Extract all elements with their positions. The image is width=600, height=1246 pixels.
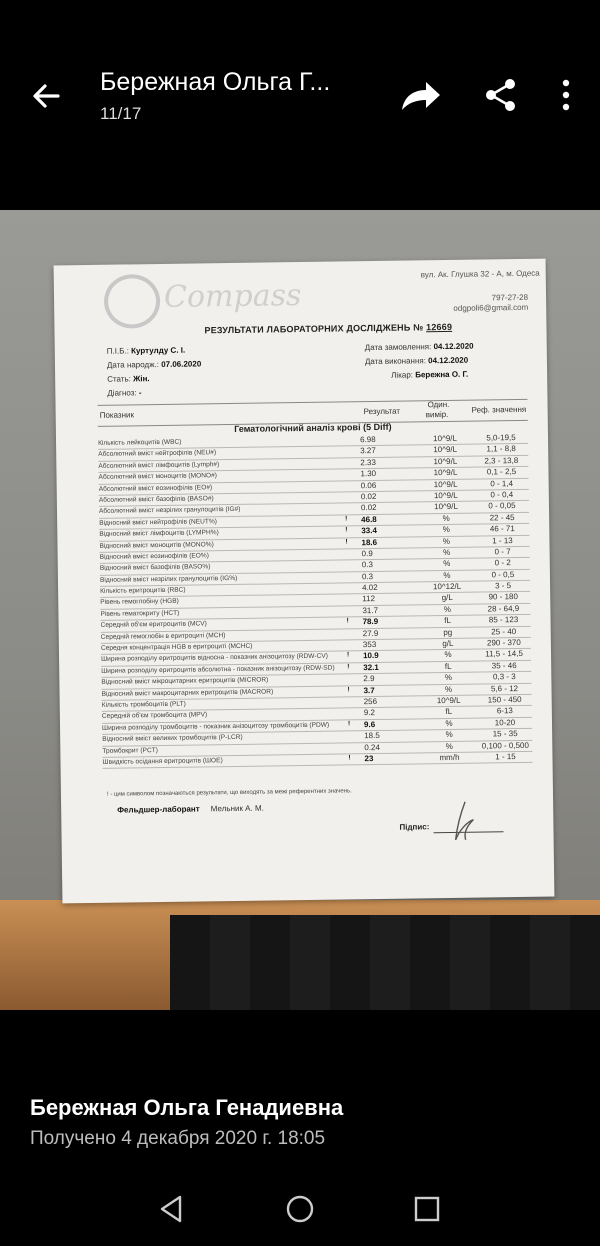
received-time: Получено 4 декабря 2020 г. 18:05 [30,1128,326,1149]
done-date-field [365,356,468,366]
row-unit: % [443,604,452,614]
lab-label: Фельдшер-лаборант [117,804,200,815]
row-flag: ! [347,720,351,728]
row-ref: 90 - 180 [488,592,518,602]
row-ref: 290 - 370 [486,638,521,648]
row-result: 0.9 [361,548,373,559]
done-date-label: Дата виконання: [364,356,426,367]
top-bar [0,0,600,210]
row-ref: 28 - 64,9 [487,603,520,614]
row-flag: ! [347,663,350,671]
results-table [98,433,533,769]
pib-label: П.І.Б.: [106,346,129,356]
row-ref: 0 - 1,4 [490,478,514,488]
doctor-label: Лікар: [391,370,414,380]
pib-field [107,346,186,356]
row-name: Відносний вміст великих тромбоцитів (P-LCR) [102,734,243,743]
row-ref: 5,0-19,5 [486,433,516,443]
section-title: Гематологічний аналіз крові (5 Diff) [234,421,392,434]
diag-label: Діагноз: [107,388,137,398]
row-ref: 6-13 [496,706,513,716]
nav-home-icon[interactable] [285,1194,315,1224]
row-ref: 0 - 7 [494,547,511,557]
document-title-text: РЕЗУЛЬТАТИ ЛАБОРАТОРНИХ ДОСЛІДЖЕНЬ № [204,322,424,336]
row-name: Відносний вміст моноцитів (MONO%) [99,540,214,550]
row-result: 0.06 [360,480,377,490]
row-flag: ! [348,754,351,762]
document-title [204,322,452,335]
row-ref: 0,1 - 2,5 [486,467,517,477]
order-date-label: Дата замовлення: [364,342,432,353]
row-result: 31.7 [362,605,379,616]
row-result: 2.9 [363,674,375,684]
row-name: Абсолютний вміст незрілих гранулоцитів (IG#) [98,506,241,516]
col-unit-2: вимір. [425,409,449,420]
doctor-field [391,370,468,380]
row-flag: ! [345,526,348,534]
row-name: Відносний вміст мікроцитарних еритроцитів (MICROR) [101,676,269,687]
row-flag: ! [347,685,350,693]
row-unit: g/L [441,593,453,603]
row-ref: 1,1 - 8,8 [486,444,516,454]
sex-label: Стать: [107,374,131,384]
row-name: Ширина розподілу еритроцитів відносна - показник анізоцитозу (RDW-CV) [101,653,328,664]
row-name: Рівень гематокриту (HCT) [100,609,180,618]
row-name: Абсолютний вміст еозинофілів (EO#) [98,483,213,493]
row-unit: 10^9/L [433,445,458,455]
row-result: 0.02 [360,503,377,513]
birth-value: 07.06.2020 [161,359,202,369]
row-name: Кількість лейкоцитів (WBC) [98,438,182,447]
signature-label: Підпис: [399,822,430,832]
row-unit: 10^9/L [433,456,458,466]
row-unit: mm/h [439,752,460,763]
row-ref: 0 - 0,05 [488,501,516,511]
row-name: Тромбокрит (PCT) [102,746,158,755]
row-result: 9.2 [363,708,376,718]
row-unit: 10^9/L [433,490,458,501]
col-ref: Реф. значення [471,404,527,415]
row-name: Відносний вміст базофілів (BASO%) [99,563,211,573]
row-ref: 46 - 71 [489,524,515,534]
forward-icon[interactable] [398,76,442,116]
row-ref: 25 - 40 [491,626,517,637]
row-result: 0.02 [360,491,377,502]
row-name: Кількість тромбоцитів (PLT) [101,700,186,709]
clinic-email: odgpoli6@gmail.com [453,302,529,313]
image-counter: 11/17 [100,104,142,123]
row-name: Середній гемоглобін в еритроциті (MCH) [100,631,226,641]
sender-name: Бережная Ольга Генадиевна [30,1095,344,1120]
row-name: Ширина розподілу тромбоцитів - показник анізоцитозу тромбоцитів (PDW) [101,721,330,732]
lab-assistant [117,804,264,815]
row-result: 3.27 [360,446,376,456]
sex-field [107,374,150,384]
col-result: Результат [363,406,401,417]
row-ref: 0,100 - 0,500 [481,740,529,751]
row-unit: % [443,559,451,569]
row-unit: % [442,513,450,523]
row-unit: g/L [442,638,454,649]
row-name: Кількість еритроцитів (RBC) [100,586,186,595]
compass-logo-icon [104,274,161,329]
row-result: 23 [364,753,374,764]
row-result: 6.98 [359,434,376,445]
back-arrow-icon[interactable] [28,78,64,114]
row-result: 2.33 [360,457,376,467]
row-unit: 10^9/L [436,695,461,706]
row-result: 78.9 [362,617,379,627]
row-name: Середній об'єм еритроцитів (MCV) [100,620,207,630]
row-result: 0.3 [361,571,374,581]
row-name: Ширина розподілу еритроцитів абсолютна - показник анізоцитозу (RDW-SD) [101,664,335,675]
diag-value: - [138,388,142,398]
row-flag: ! [346,651,350,659]
system-nav-bar [0,1160,600,1246]
nav-back-icon[interactable] [156,1194,186,1224]
row-ref: 3 - 5 [495,581,512,591]
birth-label: Дата народж.: [106,360,160,370]
done-date-value: 04.12.2020 [428,355,469,366]
row-ref: 5,6 - 12 [490,683,519,693]
row-name: Абсолютний вміст базофілів (BASO#) [98,495,214,504]
col-indicator: Показник [99,410,135,420]
row-ref: 0 - 0,5 [491,569,515,580]
nav-recents-icon[interactable] [412,1194,442,1224]
row-flag: ! [345,537,348,545]
row-unit: % [442,547,451,557]
row-unit: 10^9/L [434,502,458,512]
row-unit: % [443,570,451,580]
row-ref: 15 - 35 [492,729,518,739]
row-name: Середній об'єм тромбоцита (MPV) [101,711,208,721]
row-result: 0.24 [364,742,380,752]
doctor-value: Бережна О. Г. [415,369,469,380]
row-name: Відносний вміст нейтрофілів (NEUT%) [99,517,218,527]
row-flag: ! [345,515,348,523]
row-result: 27.9 [362,628,379,638]
row-ref: 0 - 2 [494,558,511,568]
row-result: 9.6 [363,719,376,729]
row-result: 46.8 [361,514,377,524]
row-result: 4.02 [362,583,378,593]
diag-field [107,388,141,397]
row-ref: 35 - 46 [491,660,517,671]
row-name: Середня концентрація HGB в еритроциті (MCHC) [100,642,253,652]
row-unit: 10^9/L [433,479,458,489]
row-result: 10.9 [362,651,379,661]
row-ref: 0 - 0,4 [490,490,514,500]
row-name: Абсолютний вміст нейтрофілів (NEU#) [98,449,217,459]
clinic-phone: 797-27-28 [491,292,529,303]
row-ref: 0,3 - 3 [492,672,516,682]
row-ref: 10-20 [494,717,516,728]
lab-name: Мельник А. М. [210,803,264,814]
row-ref: 11,5 - 14,5 [485,649,523,659]
row-unit: fL [444,616,451,626]
row-unit: % [442,536,451,546]
col-unit-1: Один. [427,399,450,410]
share-icon[interactable] [484,78,518,112]
row-name: Швидкість осідання еритроцитів (ШОЕ) [102,757,223,766]
order-date-field [365,342,474,353]
row-ref: 85 - 123 [488,615,519,625]
row-unit: % [444,650,452,660]
row-name: Відносний вміст макроцитарних еритроцитів (MACROR) [101,688,274,698]
row-unit: 10^12/L [432,581,462,592]
row-unit: pg [443,627,453,637]
fabric-background [170,915,600,1010]
row-ref: 1 - 15 [495,751,516,762]
row-unit: % [444,673,452,683]
row-ref: 22 - 45 [489,512,515,523]
row-unit: 10^9/L [433,468,458,478]
row-unit: % [445,741,453,751]
page-title: Бережная Ольга Г... [100,68,331,96]
row-unit: fL [444,661,452,671]
order-date-value: 04.12.2020 [433,341,474,352]
sex-value: Жін. [133,374,150,384]
clinic-address: вул. Ак. Глушка 32 - А, м. Одеса [420,268,540,280]
row-result: 1.30 [360,469,377,479]
row-unit: % [445,730,453,740]
row-result: 3.7 [363,685,375,695]
row-result: 353 [362,640,377,650]
row-name: Відносний вміст незрілих гранулоцитів (IG%) [99,574,238,584]
lab-report-document [54,259,555,904]
signature-mark-icon [443,800,484,851]
row-ref: 2,3 - 13,8 [484,455,519,466]
birth-field [107,359,201,369]
row-flag: ! [346,617,349,625]
document-number: 12669 [426,321,453,333]
row-unit: % [445,718,453,728]
row-result: 18.5 [364,731,380,741]
logo-text: Compass [163,278,302,315]
row-unit: % [444,684,453,694]
row-result: 18.6 [361,537,378,547]
photo-viewer[interactable] [0,210,600,1010]
row-name: Відносний вміст лімфоцитів (LYMPH%) [99,529,219,538]
row-name: Абсолютний вміст моноцитів (MONO#) [98,472,218,482]
row-name: Рівень гемоглобіну (HGB) [100,598,179,607]
footnote: ! - цим символом позначаються результати, що виходять за межі референтних значень. [106,788,352,798]
row-name: Відносний вміст еозинофілів (EO%) [99,552,210,561]
more-options-icon[interactable] [556,78,576,112]
row-result: 256 [363,696,378,707]
row-result: 33.4 [361,526,377,536]
pib-value: Куртулду С. І. [131,345,186,356]
row-result: 32.1 [363,662,379,672]
row-unit: % [442,525,450,535]
row-name: Абсолютний вміст лімфоцитів (Lymph#) [98,460,220,470]
row-ref: 1 - 13 [492,535,513,545]
row-unit: fL [445,707,453,717]
row-result: 0.3 [361,560,373,570]
row-unit: 10^9/L [433,433,457,444]
row-ref: 150 - 450 [487,694,522,705]
row-result: 112 [362,594,376,604]
